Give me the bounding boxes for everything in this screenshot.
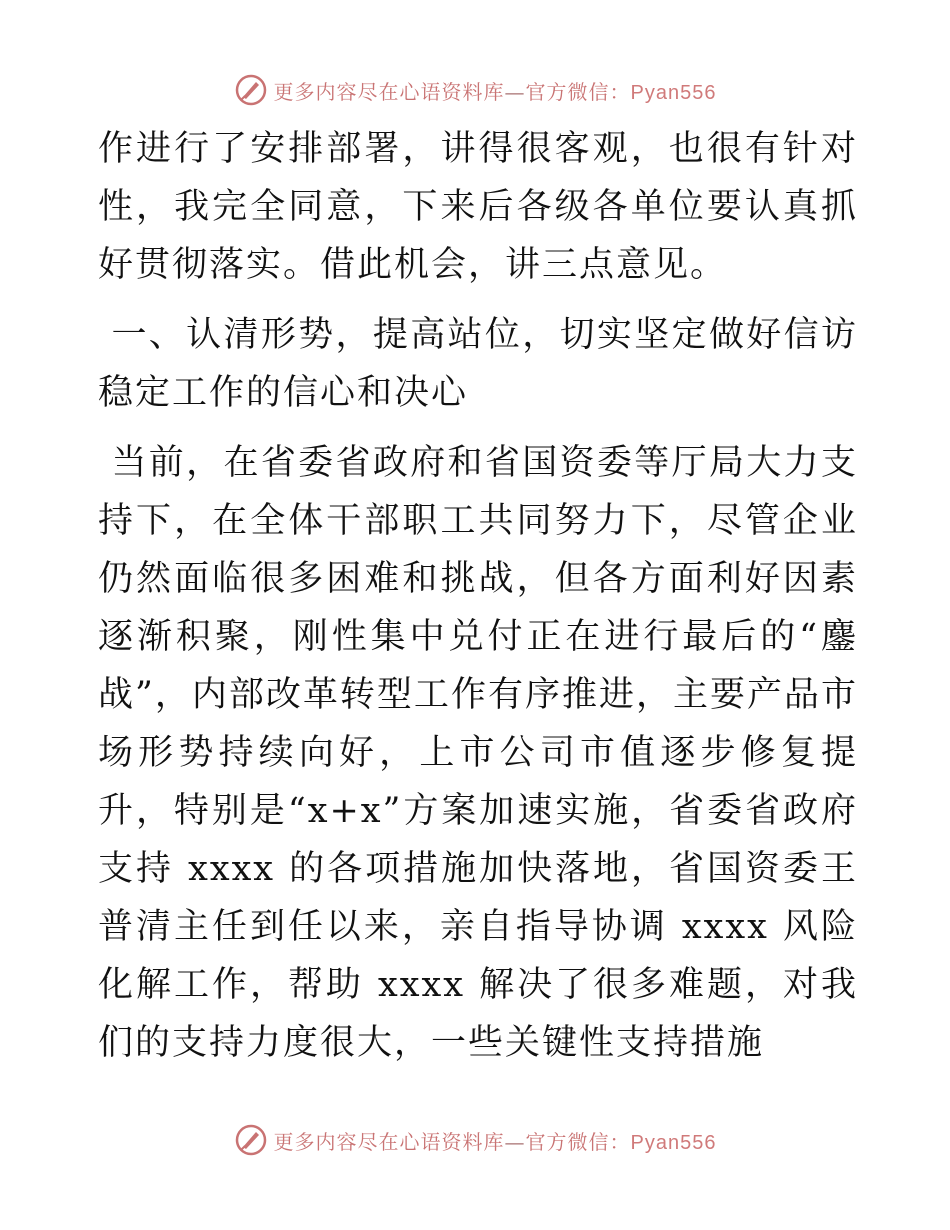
- paragraph-1: 作进行了安排部署，讲得很客观，也很有针对性，我完全同意，下来后各级各单位要认真抓好贯彻落实。借此机会，讲三点意见。: [98, 129, 858, 285]
- quill-circle-logo-icon: [234, 1123, 268, 1157]
- watermark-text: [274, 76, 717, 105]
- watermark-wechat-id: Pyan556: [630, 81, 717, 104]
- watermark-wechat-id: Pyan556: [630, 1131, 717, 1154]
- document-body: [98, 120, 858, 1072]
- watermark-text: [274, 1126, 717, 1155]
- watermark-official: 官方微信：: [525, 1129, 631, 1154]
- watermark-main: 更多内容尽在心语资料库: [273, 1129, 505, 1154]
- footer-watermark: [0, 1120, 950, 1160]
- watermark-main: 更多内容尽在心语资料库: [273, 79, 505, 104]
- watermark-official: 官方微信：: [525, 79, 631, 104]
- quill-circle-logo-icon: [234, 73, 268, 107]
- section-heading-1: 一、认清形势，提高站位，切实坚定做好信访稳定工作的信心和决心: [98, 315, 858, 413]
- header-watermark: [0, 70, 950, 110]
- watermark-separator: —: [504, 1129, 526, 1154]
- paragraph-2: 当前，在省委省政府和省国资委等厅局大力支持下，在全体干部职工共同努力下，尽管企业仍然面临很多困难和挑战，但各方面利好因素逐渐积聚，刚性集中兑付正在进行最后的“鏖战”，内部改革转型工作有序推进，主要产品市场形势持续向好，上市公司市值逐步修复提升，特别是“x+x”方案加速实施，省委省政府支持 xxxx 的各项措施加快落地，省国资委王普清主任到任以来，亲自指导协调 xxxx 风险化解工作，帮助 xxxx 解决了很多难题，对我们的支持力度很大，一些关键性支持措施: [98, 443, 858, 1063]
- watermark-separator: —: [504, 79, 526, 104]
